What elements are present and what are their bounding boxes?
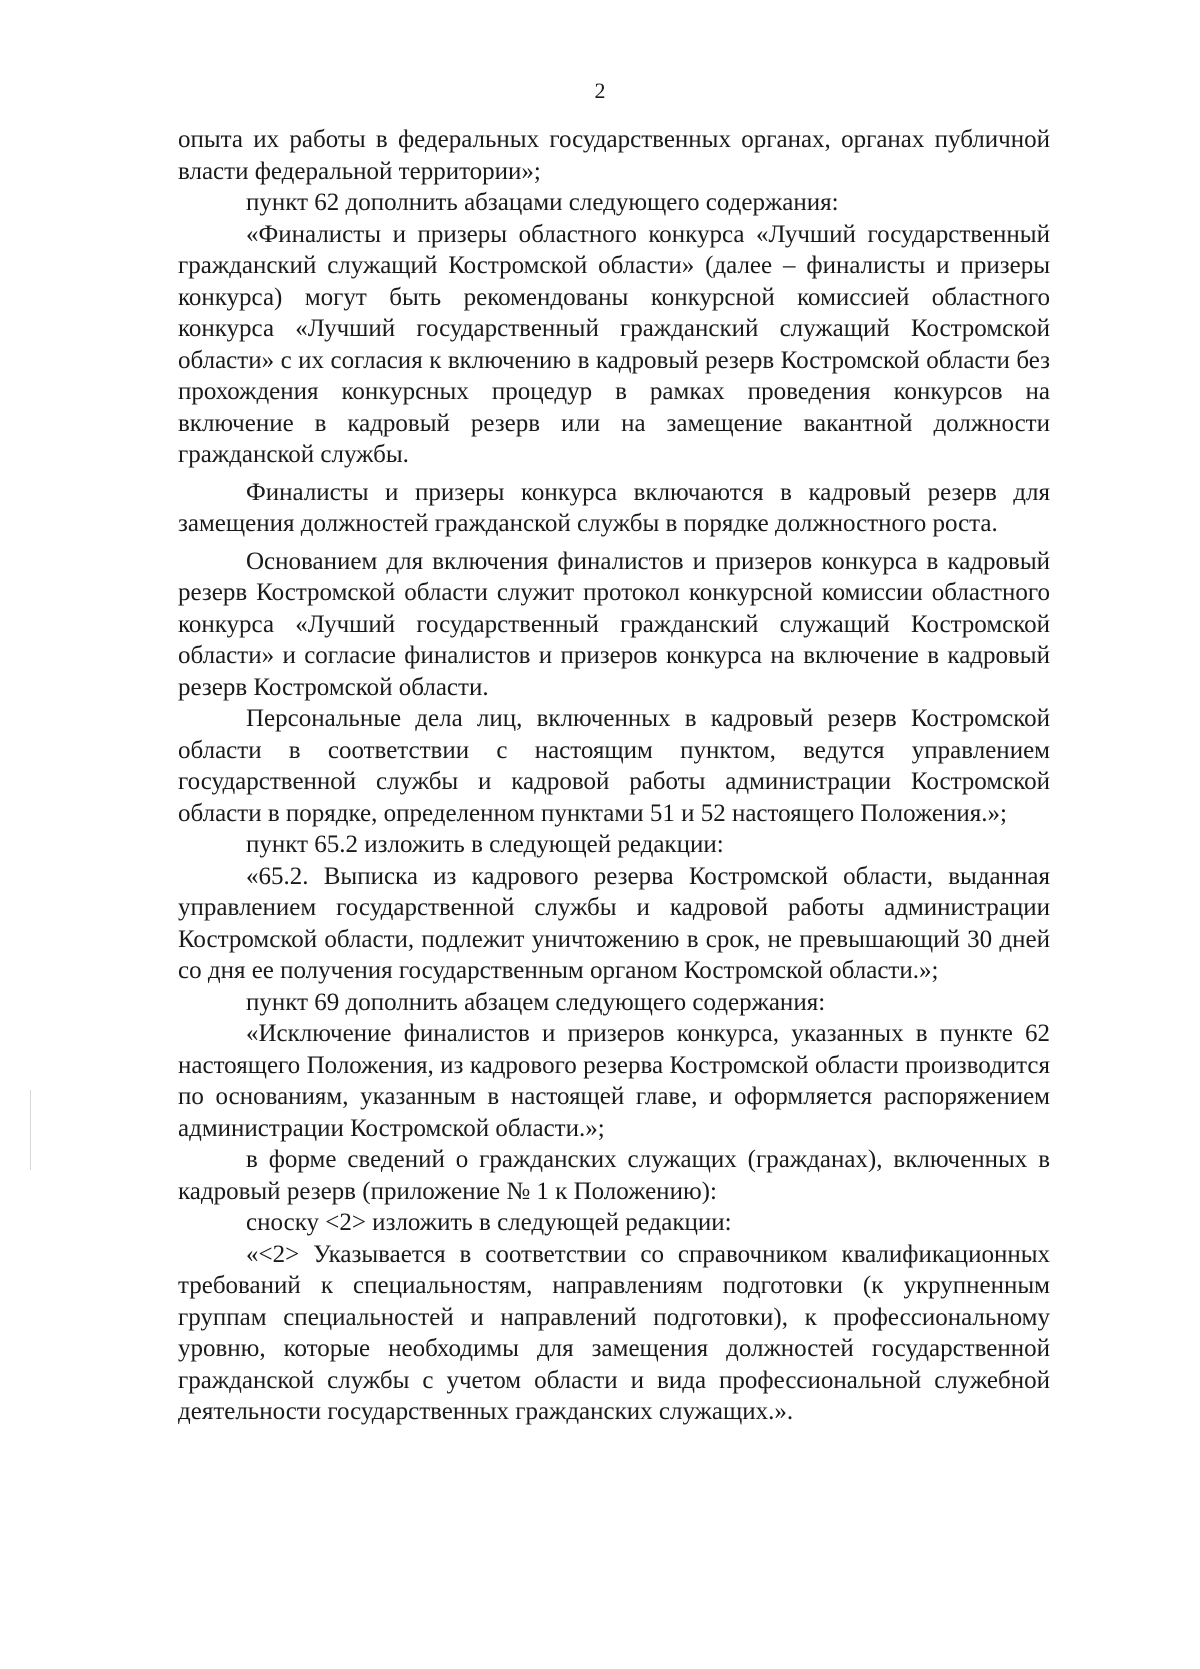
paragraph-footnote-text: «<2> Указывается в соответствии со справочником квалификационных требований к специальностям, направлениям подготовки (к укрупненным группам специальностей и направлений подготовки), к профессиональному уровню, которые необходимы для замещения должностей государственной гражданской службы с учетом области и вида профессиональной служебной деятельности государственных гражданских служащих.». (178, 1240, 1050, 1425)
paragraph-item-65-2-text: «65.2. Выписка из кадрового резерва Костромской области, выданная управлением государственной службы и кадровой работы администрации Костромской области, подлежит уничтожению в срок, не превышающий 30 дней со дня ее получения государственным органом Костромской области.»; (178, 862, 1050, 984)
paragraph-form-intro: в форме сведений о гражданских служащих (гражданах), включенных в кадровый резерв (приложение № 1 к Положению): (178, 1146, 1050, 1205)
paragraph-item-62-intro: пункт 62 дополнить абзацами следующего содержания: (246, 189, 839, 216)
paragraph-item-65-2-intro: пункт 65.2 изложить в следующей редакции: (246, 831, 724, 858)
paragraph-personal-files: Персональные дела лиц, включенных в кадровый резерв Костромской области в соответствии с настоящим пунктом, ведутся управлением государственной службы и кадровой работы администрации Костромской области в порядке, определенном пунктами 51 и 52 настоящего Положения.»; (178, 705, 1050, 827)
paragraph-continuation: опыта их работы в федеральных государственных органах, органах публичной власти федеральной территории»; (178, 126, 1050, 185)
document-body (178, 124, 1050, 1428)
paragraph-finalists-inclusion: Финалисты и призеры конкурса включаются в кадровый резерв для замещения должностей гражданской службы в порядке должностного роста. (178, 478, 1050, 537)
page-number: 2 (594, 78, 606, 103)
paragraph-finalists-recommendation: «Финалисты и призеры областного конкурса «Лучший государственный гражданский служащий Костромской области» (далее – финалисты и призеры конкурса) могут быть рекомендованы конкурсной комиссией областного конкурса «Лучший государственный гражданский служащий Костромской области» с их согласия к включению в кадровый резерв Костромской области без прохождения конкурсных процедур в рамках проведения конкурсов на включение в кадровый резерв или на замещение вакантной должности гражданской службы. (178, 220, 1050, 468)
scan-artifact (30, 1090, 31, 1170)
paragraph-footnote-intro: сноску <2> изложить в следующей редакции: (246, 1209, 732, 1236)
paragraph-item-69-intro: пункт 69 дополнить абзацем следующего содержания: (246, 988, 826, 1016)
paragraph-inclusion-basis: Основанием для включения финалистов и призеров конкурса в кадровый резерв Костромской области служит протокол конкурсной комиссии областного конкурса «Лучший государственный гражданский служащий Костромской области» и согласие финалистов и призеров конкурса на включение в кадровый резерв Костромской области. (178, 547, 1050, 701)
paragraph-exclusion: «Исключение финалистов и призеров конкурса, указанных в пункте 62 настоящего Положения, из кадрового резерва Костромской области производится по основаниям, указанным в настоящей главе, и оформляется распоряжением администрации Костромской области.»; (178, 1020, 1050, 1142)
